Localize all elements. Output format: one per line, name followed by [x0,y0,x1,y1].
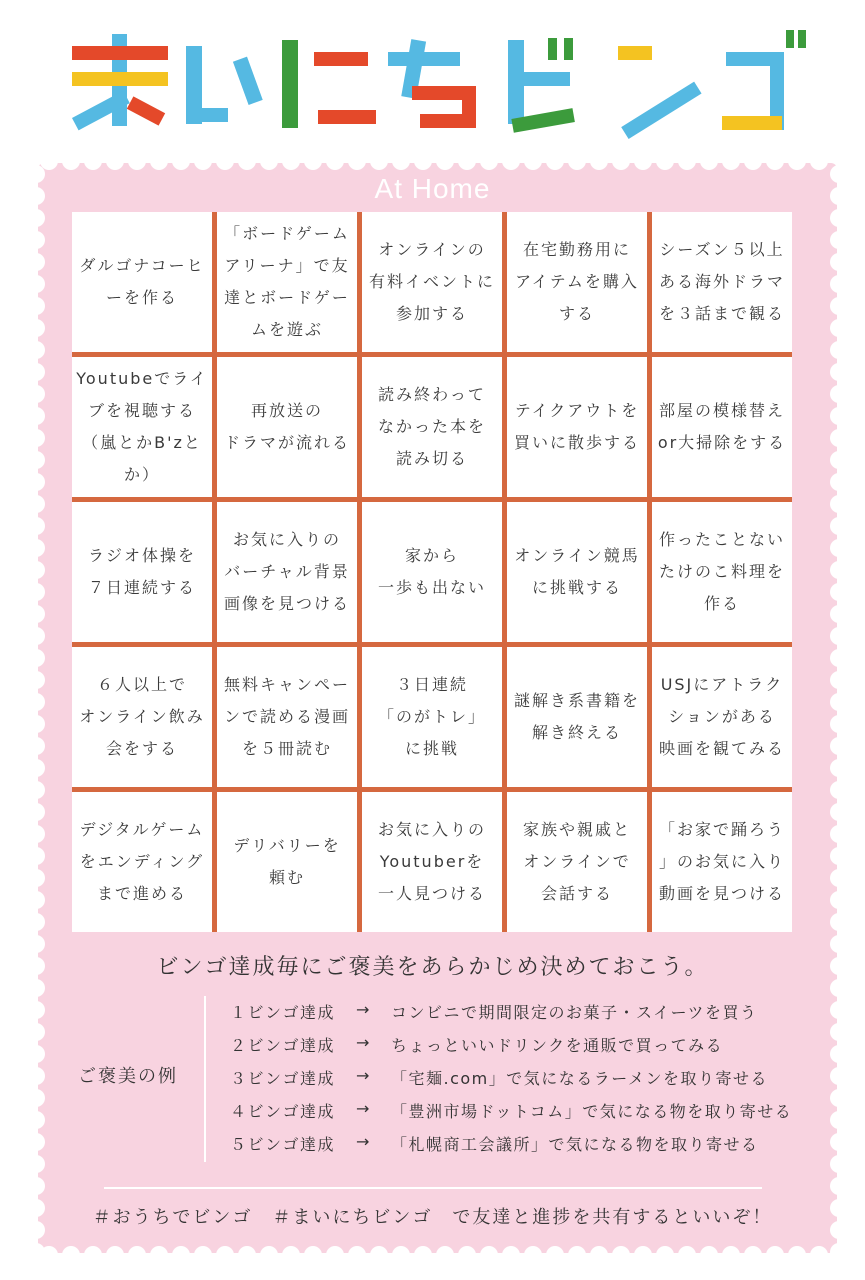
bingo-cell: 読み終わって なかった本を 読み切る [362,357,502,497]
reward-arrow: → [356,1000,371,1019]
subtitle-at-home: At Home [374,173,491,204]
bingo-cell: 在宅勤務用に アイテムを購入 する [507,212,647,352]
reward-level: ５ビンゴ達成 [230,1135,336,1154]
bingo-cell: ６人以上で オンライン飲み 会をする [72,647,212,787]
bingo-cell: テイクアウトを 買いに散歩する [507,357,647,497]
bingo-cell: 作ったことない たけのこ料理を 作る [652,502,792,642]
reward-text: ちょっといいドリンクを通販で買ってみる [391,1036,724,1055]
bingo-cell: 「お家で踊ろう 」のお気に入り 動画を見つける [652,792,792,932]
logo-char-ma [72,34,168,130]
reward-level: ４ビンゴ達成 [230,1102,336,1121]
reward-level: ２ビンゴ達成 [230,1036,336,1055]
bingo-cell: 無料キャンペー ンで読める漫画 を５冊読む [217,647,357,787]
bingo-cell: 家族や親戚と オンラインで 会話する [507,792,647,932]
reward-text: 「札幌商工会議所」で気になる物を取り寄せる [391,1135,759,1154]
rewards-label: ご褒美の例 [78,1066,178,1087]
bingo-cell: USJにアトラク ションがある 映画を観てみる [652,647,792,787]
reward-text: コンビニで期間限定のお菓子・スイーツを買う [391,1003,758,1022]
bingo-cell: デリバリーを 頼む [217,792,357,932]
reward-row [230,1132,792,1165]
reward-arrow: → [356,1099,371,1118]
logo-char-ni [282,40,376,128]
reward-arrow: → [356,1066,371,1085]
bingo-cell: 「ボードゲーム アリーナ」で友 達とボードゲー ムを遊ぶ [217,212,357,352]
reward-arrow: → [356,1132,371,1151]
bingo-cell: 家から 一歩も出ない [362,502,502,642]
reward-text: 「宅麺.com」で気になるラーメンを取り寄せる [391,1069,768,1088]
rewards-list [230,1000,792,1165]
reward-level: １ビンゴ達成 [230,1003,336,1022]
bingo-grid [72,212,792,932]
reward-row [230,1000,792,1033]
bingo-cell: ダルゴナコーヒ ーを作る [72,212,212,352]
reward-row [230,1099,792,1132]
logo-char-bi [508,38,575,133]
bingo-cell: お気に入りの バーチャル背景 画像を見つける [217,502,357,642]
bingo-cell: 謎解き系書籍を 解き終える [507,647,647,787]
hashtags: ＃おうちでビンゴ ＃まいにちビンゴ で友達と進捗を共有するといいぞ！ [92,1207,773,1228]
title-logo [0,0,865,160]
bingo-cell: オンライン競馬 に挑戦する [507,502,647,642]
bingo-cell: オンラインの 有料イベントに 参加する [362,212,502,352]
bingo-cell: お気に入りの Youtuberを 一人見つける [362,792,502,932]
logo-char-n [618,46,702,139]
logo-char-go [722,30,806,130]
reward-row [230,1033,792,1066]
bingo-cell: ラジオ体操を ７日連続する [72,502,212,642]
bingo-cell: ３日連続 「のがトレ」 に挑戦 [362,647,502,787]
bingo-cell: 部屋の模様替え or大掃除をする [652,357,792,497]
reward-text: 「豊洲市場ドットコム」で気になる物を取り寄せる [391,1102,793,1121]
bingo-cell: デジタルゲーム をエンディング まで進める [72,792,212,932]
bingo-cell: シーズン５以上 ある海外ドラマ を３話まで観る [652,212,792,352]
reward-arrow: → [356,1033,371,1052]
reward-level: ３ビンゴ達成 [230,1069,336,1088]
logo-char-chi [388,39,476,128]
bingo-cell: 再放送の ドラマが流れる [217,357,357,497]
footer-divider [104,1187,762,1189]
reward-row [230,1066,792,1099]
rewards-divider [204,996,206,1162]
rewards-intro: ビンゴ達成毎にご褒美をあらかじめ決めておこう。 [156,955,709,980]
bingo-cell: Youtubeでライ ブを視聴する （嵐とかB'zと か） [72,357,212,497]
logo-char-i [186,46,263,124]
